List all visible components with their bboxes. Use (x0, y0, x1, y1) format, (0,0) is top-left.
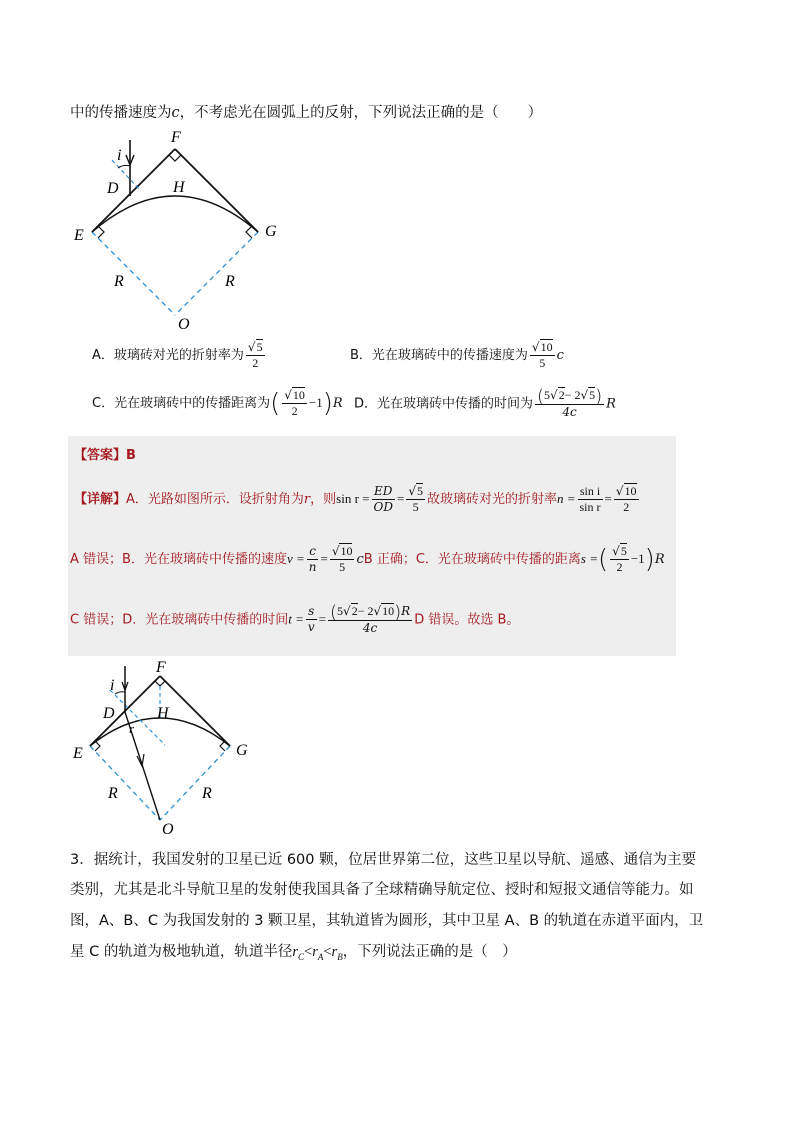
detail-line2-b: B 正确；C．光在玻璃砖中传播的距离 (363, 552, 581, 567)
q3-line4-b: ，下列说法正确的是（ ） (342, 944, 517, 960)
detail-den2: 2 (623, 500, 630, 514)
figure-2-light-path-diagram (70, 660, 270, 840)
option-b-den: 5 (539, 356, 546, 370)
detail-sqrt5-b: 5 (620, 544, 627, 558)
detail-v: v = (286, 551, 305, 566)
q3-line4-a: 星 C 的轨道为极地轨道，轨道半径 (70, 944, 293, 960)
detail-r-symbol: r (303, 492, 311, 507)
q3-line-4 (70, 942, 710, 967)
angle-i-arc-2 (115, 692, 125, 694)
option-a-den: 2 (252, 356, 259, 370)
answer-line (74, 444, 136, 463)
q3-ra: r (312, 944, 318, 960)
detail-t-num-a: 5 (337, 604, 344, 618)
label-f-2: F (156, 660, 166, 676)
detail-t-num-c: − 2 (357, 604, 374, 618)
label-r-right-2: R (202, 785, 212, 802)
label-f: F (171, 129, 181, 146)
figure-1-glass-brick-diagram (70, 124, 310, 336)
detail-line1-b: ，则 (310, 492, 337, 507)
detail-t-r: R (401, 604, 411, 618)
option-d (354, 385, 616, 420)
answer-tag: 【答案】 (74, 448, 127, 463)
label-i-2: i (110, 677, 115, 694)
detail-line3-a: C 错误；D．光在玻璃砖中传播的时间 (70, 612, 289, 628)
label-h-2: H (157, 705, 169, 722)
detail-t-num-d: 10 (382, 604, 395, 618)
option-c-fraction: $\frac{√10}{2}$ (284, 388, 305, 418)
label-h: H (173, 179, 185, 196)
option-a-text: A．玻璃砖对光的折射率为 (92, 348, 244, 363)
detail-sinr-den: sin r (579, 500, 601, 514)
detail-c-tail: c (356, 552, 364, 567)
detail-line1-c: 故玻璃砖对光的折射率 (426, 492, 557, 507)
label-o-2: O (162, 821, 174, 838)
detail-sqrt10-5: $\frac{√10}{5}$ (331, 544, 353, 574)
right-angle-f-2 (155, 681, 165, 686)
option-d-den: 4c (562, 404, 577, 419)
q3-lt1: < (304, 944, 313, 960)
option-c-den: 2 (291, 404, 298, 418)
detail-s-v (306, 604, 317, 635)
label-g-2: G (236, 742, 248, 759)
detail-den5: 5 (412, 500, 419, 514)
option-c-minus: −1 (308, 395, 323, 410)
side-fg (175, 149, 258, 232)
question-intro-suffix: ，不考虑光在圆弧上的反射，下列说法正确的是（ ） (179, 105, 543, 121)
detail-line-2: A 错误；B．光在玻璃砖中传播的速度v = $\frac{c}{n}$ = $\frac{√10}{5}$ cB 正确；C．光在玻璃砖中传播的距离s =( $\frac{√5}{2}$ −1)R (70, 544, 665, 575)
label-r-right: R (225, 273, 235, 290)
detail-eq: = (396, 491, 405, 506)
detail-ed: ED (372, 484, 395, 500)
detail-den2-b: 2 (616, 560, 623, 574)
option-d-num-d: 5 (589, 388, 596, 402)
label-g: G (265, 223, 277, 240)
right-angle-g (246, 226, 252, 238)
q3-line-3: 图，A、B、C 为我国发射的 3 颗卫星，其轨道皆为圆形，其中卫星 A、B 的轨道在赤道平面内，卫 (70, 913, 704, 929)
detail-line2-a: A 错误；B．光在玻璃砖中传播的速度 (70, 552, 287, 567)
option-a (92, 340, 267, 371)
question-intro-prefix: 中的传播速度为 (70, 105, 172, 121)
radius-og-dashed (175, 232, 258, 315)
label-o: O (178, 316, 190, 333)
question-intro (70, 101, 542, 122)
label-r-left-2: R (108, 785, 118, 802)
option-d-text: D．光在玻璃砖中传播的时间为 (354, 396, 534, 412)
q3-line-2: 类别，尤其是北斗导航卫星的发射使我国具备了全球精确导航定位、授时和短报文通信等能力。如 (70, 882, 694, 898)
option-d-num-b: 2 (558, 388, 565, 402)
detail-sqrt10: 10 (624, 484, 637, 498)
detail-c-num: c (307, 544, 319, 560)
detail-t: t = (288, 611, 304, 627)
detail-sinr: sin r = (336, 491, 370, 506)
q3-rc: r (292, 944, 298, 960)
option-c-num: 10 (292, 388, 305, 402)
detail-sini: sin i (578, 484, 603, 500)
detail-t-num-b: 2 (351, 604, 358, 618)
label-e: E (74, 227, 84, 244)
option-d-r: R (606, 396, 616, 412)
radius-oe-dashed (92, 232, 175, 315)
option-b-c: c (556, 348, 564, 363)
option-c: C．光在玻璃砖中的传播距离为( $\frac{√10}{2}$ −1)R (92, 388, 343, 419)
detail-n: n = (556, 491, 576, 506)
right-angle-f (169, 155, 181, 161)
detail-v-den: v (307, 620, 315, 635)
detail-n-den: n (308, 560, 317, 574)
option-c-r: R (332, 396, 343, 411)
q3-ra-sub: A (317, 951, 324, 962)
option-b-num: 10 (540, 340, 553, 354)
detail-line3-b: D 错误。故选 B。 (414, 612, 520, 628)
label-r-left: R (114, 273, 124, 290)
q3-rc-sub: C (298, 951, 305, 962)
detail-den5-b: 5 (339, 560, 346, 574)
answer-value: B (126, 448, 136, 463)
label-i: i (117, 147, 122, 164)
arc-eg-2 (90, 718, 230, 746)
detail-sqrt5-2: $\frac{√5}{2}$ (612, 544, 627, 574)
right-angle-g-2 (220, 741, 225, 751)
right-angle-e-2 (95, 741, 100, 751)
label-r-angle: r (129, 721, 135, 736)
detail-r-tail: R (654, 552, 665, 567)
detail-sqrt10-b: 10 (340, 544, 353, 558)
detail-t-den: 4c (362, 620, 378, 635)
radius-og-dashed-2 (160, 746, 230, 820)
detail-s-num: s (306, 604, 317, 620)
detail-line-1 (74, 484, 641, 515)
detail-time-fraction: $\frac{(5√2- 2√10)R}{4c}$ (330, 601, 411, 635)
label-d-2: D (103, 705, 115, 722)
side-ef (92, 149, 175, 232)
option-d-num-a: 5 (544, 388, 551, 402)
option-b-text: B．光在玻璃砖中的传播速度为 (350, 348, 528, 363)
side-fg-2 (160, 676, 230, 746)
speed-symbol-c: c (171, 105, 180, 121)
detail-c-n (307, 544, 319, 575)
option-b (350, 340, 564, 371)
right-angle-e (98, 226, 104, 238)
detail-s: s = (580, 551, 598, 566)
detail-eq-2: = (604, 491, 612, 506)
q3-lt2: < (323, 944, 332, 960)
detail-line-3: C 错误；D．光在玻璃砖中传播的时间t = $\frac{s}{v}$ = $\frac{(5√2- 2√10)R}{4c}$ D 错误。故选 B。 (70, 601, 520, 635)
option-d-num-c: − 2 (564, 388, 581, 402)
q3-line-1: 3．据统计，我国发射的卫星已近 600 颗，位居世界第二位，这些卫星以导航、遥感、通信为主要 (70, 852, 697, 868)
label-d: D (107, 180, 119, 197)
option-d-fraction: $\frac{(5√2- 2√5)}{4c}$ (537, 385, 603, 419)
q3-rb-sub: B (337, 951, 343, 962)
arc-eg (92, 196, 258, 232)
detail-sqrt5: 5 (416, 484, 423, 498)
detail-minus1: −1 (630, 551, 645, 566)
label-e-2: E (73, 745, 83, 762)
detail-sqrt10-2: $\frac{√10}{2}$ (615, 484, 637, 514)
option-a-num: 5 (256, 340, 263, 354)
detail-sini-sinr (578, 484, 603, 515)
detail-ed-od (372, 484, 395, 515)
detail-tag: 【详解】 (74, 492, 127, 507)
option-b-fraction: $\frac{√10}{5}$ (531, 340, 553, 370)
detail-od: OD (373, 500, 393, 514)
option-c-text: C．光在玻璃砖中的传播距离为 (92, 396, 271, 411)
radius-oe-dashed-2 (90, 746, 160, 820)
q3-rb: r (331, 944, 338, 960)
detail-sqrt5-5: $\frac{√5}{5}$ (408, 484, 423, 514)
detail-line1-a: A．光路如图所示．设折射角为 (126, 492, 304, 507)
option-a-fraction: $\frac{√5}{2}$ (247, 340, 263, 370)
